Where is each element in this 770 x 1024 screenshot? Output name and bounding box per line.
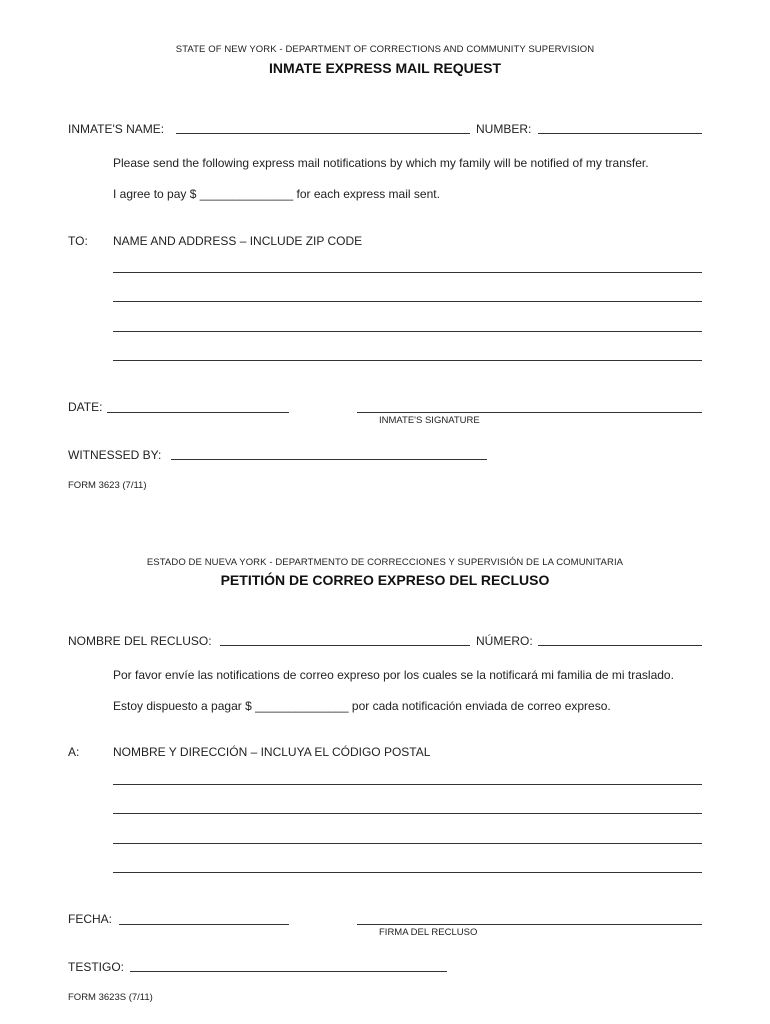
form-title: PETITIÓN DE CORREO EXPRESO DEL RECLUSO: [220, 572, 550, 588]
form-number: FORM 3623 (7/11): [68, 480, 147, 491]
to-label: TO:: [68, 234, 88, 248]
address-line-1[interactable]: [113, 784, 702, 785]
witness-label: WITNESSED BY:: [68, 448, 162, 462]
date-field[interactable]: [107, 412, 289, 413]
address-label: NAME AND ADDRESS – INCLUDE ZIP CODE: [113, 234, 363, 248]
to-label: A:: [68, 745, 80, 759]
address-line-3[interactable]: [113, 331, 702, 332]
address-line-2[interactable]: [113, 813, 702, 814]
agency-header: ESTADO DE NUEVA YORK - DEPARTMENTO DE CORRECCIONES Y SUPERVISIÓN DE LA COMUNITARIA: [146, 557, 624, 568]
address-label: NOMBRE Y DIRECCIÓN – INCLUYA EL CÓDIGO POSTAL: [113, 745, 431, 759]
inmate-name-field[interactable]: [220, 645, 470, 646]
payment-suffix: for each express mail sent.: [296, 187, 440, 201]
signature-caption: FIRMA DEL RECLUSO: [379, 927, 478, 938]
witness-label: TESTIGO:: [68, 960, 125, 974]
witness-field[interactable]: [171, 459, 487, 460]
instruction-text: Por favor envíe las notifications de correo expreso por los cuales se la notificará mi familia de mi traslado.: [113, 668, 674, 682]
signature-field[interactable]: [357, 412, 702, 413]
payment-statement: [113, 699, 611, 713]
number-field[interactable]: [538, 645, 702, 646]
address-line-4[interactable]: [113, 360, 702, 361]
payment-amount-field[interactable]: ______________: [199, 187, 294, 201]
payment-prefix: I agree to pay $: [113, 187, 197, 201]
signature-field[interactable]: [357, 924, 702, 925]
witness-field[interactable]: [130, 971, 447, 972]
address-line-2[interactable]: [113, 301, 702, 302]
date-field[interactable]: [119, 924, 289, 925]
payment-amount-field[interactable]: ______________: [255, 699, 349, 713]
inmate-name-label: NOMBRE DEL RECLUSO:: [68, 634, 212, 648]
date-label: DATE:: [68, 400, 103, 414]
address-line-4[interactable]: [113, 872, 702, 873]
address-line-1[interactable]: [113, 272, 702, 273]
number-label: NÚMERO:: [476, 634, 533, 648]
form-number: FORM 3623S (7/11): [68, 992, 153, 1003]
address-line-3[interactable]: [113, 843, 702, 844]
inmate-name-label: INMATE'S NAME:: [68, 122, 165, 136]
payment-statement: [113, 187, 440, 201]
payment-suffix: por cada notificación enviada de correo expreso.: [351, 699, 611, 713]
signature-caption: INMATE'S SIGNATURE: [379, 415, 480, 426]
date-label: FECHA:: [68, 912, 113, 926]
number-label: NUMBER:: [476, 122, 532, 136]
payment-prefix: Estoy dispuesto a pagar $: [113, 699, 252, 713]
instruction-text: Please send the following express mail notifications by which my family will be notified of my transfer.: [113, 156, 649, 170]
number-field[interactable]: [538, 133, 702, 134]
agency-header: STATE OF NEW YORK - DEPARTMENT OF CORRECTIONS AND COMMUNITY SUPERVISION: [175, 44, 595, 55]
inmate-name-field[interactable]: [176, 133, 470, 134]
form-title: INMATE EXPRESS MAIL REQUEST: [268, 60, 502, 76]
